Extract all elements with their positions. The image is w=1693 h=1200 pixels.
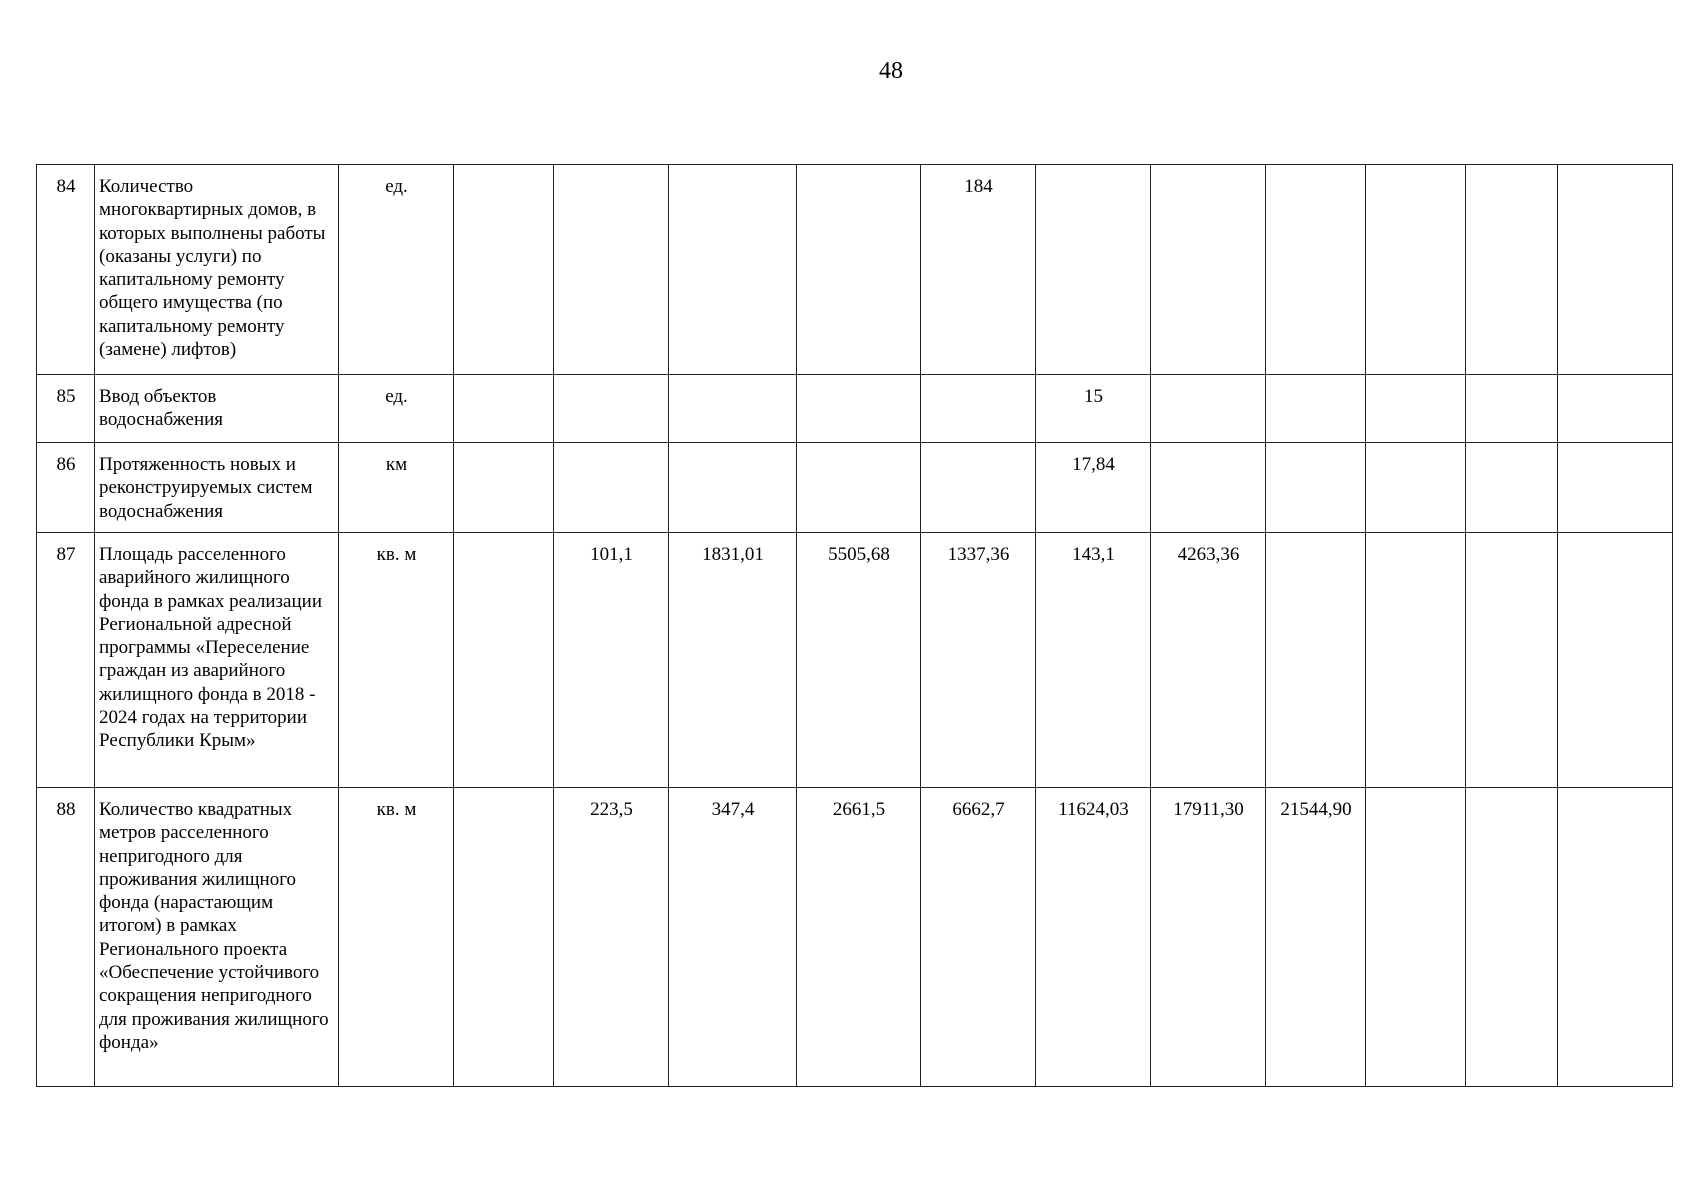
unit-cell: км — [339, 443, 454, 533]
value-cell — [1266, 375, 1366, 443]
unit-cell: ед. — [339, 375, 454, 443]
value-cell — [669, 443, 797, 533]
value-cell — [1266, 165, 1366, 375]
value-cell — [669, 165, 797, 375]
table-row — [37, 533, 1673, 788]
indicator-name: Количество многоквартирных домов, в которых выполнены работы (оказаны услуги) по капитальному ремонту общего имущества (по капитальному ремонту (замене) лифтов) — [95, 165, 339, 375]
value-cell — [1266, 533, 1366, 788]
value-cell: 1831,01 — [669, 533, 797, 788]
value-cell: 101,1 — [554, 533, 669, 788]
value-cell — [1366, 533, 1466, 788]
value-cell — [797, 165, 921, 375]
unit-cell: кв. м — [339, 788, 454, 1087]
value-cell — [454, 443, 554, 533]
indicator-name: Площадь расселенного аварийного жилищного фонда в рамках реализации Региональной адресной программы «Переселение граждан из аварийного жилищного фонда в 2018 - 2024 годах на территории Республики Крым» — [95, 533, 339, 788]
value-cell — [1558, 533, 1673, 788]
value-cell — [797, 443, 921, 533]
value-cell — [1558, 165, 1673, 375]
table-row — [37, 375, 1673, 443]
row-number: 84 — [37, 165, 95, 375]
value-cell — [921, 443, 1036, 533]
value-cell: 4263,36 — [1151, 533, 1266, 788]
row-number: 87 — [37, 533, 95, 788]
value-cell — [554, 443, 669, 533]
value-cell — [1466, 165, 1558, 375]
value-cell — [454, 533, 554, 788]
value-cell — [1366, 788, 1466, 1087]
value-cell: 17,84 — [1036, 443, 1151, 533]
value-cell: 15 — [1036, 375, 1151, 443]
value-cell — [1366, 443, 1466, 533]
indicators-table — [36, 164, 1673, 1087]
value-cell — [454, 375, 554, 443]
indicator-name: Количество квадратных метров расселенного непригодного для проживания жилищного фонда (нарастающим итогом) в рамках Регионального проекта «Обеспечение устойчивого сокращения непригодного для проживания жилищного фонда» — [95, 788, 339, 1087]
value-cell — [554, 165, 669, 375]
page-number: 48 — [879, 58, 903, 84]
table-row — [37, 788, 1673, 1087]
value-cell — [1266, 443, 1366, 533]
unit-cell: ед. — [339, 165, 454, 375]
value-cell: 184 — [921, 165, 1036, 375]
indicator-name: Протяженность новых и реконструируемых систем водоснабжения — [95, 443, 339, 533]
value-cell: 347,4 — [669, 788, 797, 1087]
value-cell — [1151, 443, 1266, 533]
value-cell — [1151, 165, 1266, 375]
indicator-name: Ввод объектов водоснабжения — [95, 375, 339, 443]
value-cell — [1151, 375, 1266, 443]
value-cell: 5505,68 — [797, 533, 921, 788]
value-cell: 17911,30 — [1151, 788, 1266, 1087]
value-cell — [1558, 443, 1673, 533]
value-cell — [921, 375, 1036, 443]
value-cell — [1558, 788, 1673, 1087]
row-number: 86 — [37, 443, 95, 533]
value-cell — [1466, 533, 1558, 788]
value-cell — [1366, 165, 1466, 375]
value-cell — [454, 165, 554, 375]
value-cell — [1466, 375, 1558, 443]
row-number: 85 — [37, 375, 95, 443]
value-cell — [1558, 375, 1673, 443]
value-cell — [1466, 788, 1558, 1087]
value-cell — [797, 375, 921, 443]
unit-cell: кв. м — [339, 533, 454, 788]
value-cell: 143,1 — [1036, 533, 1151, 788]
value-cell: 6662,7 — [921, 788, 1036, 1087]
value-cell: 1337,36 — [921, 533, 1036, 788]
value-cell — [454, 788, 554, 1087]
value-cell — [1366, 375, 1466, 443]
value-cell — [1466, 443, 1558, 533]
value-cell: 223,5 — [554, 788, 669, 1087]
row-number: 88 — [37, 788, 95, 1087]
value-cell — [1036, 165, 1151, 375]
value-cell: 11624,03 — [1036, 788, 1151, 1087]
table-row — [37, 443, 1673, 533]
value-cell: 21544,90 — [1266, 788, 1366, 1087]
value-cell — [554, 375, 669, 443]
table-row — [37, 165, 1673, 375]
value-cell — [669, 375, 797, 443]
value-cell: 2661,5 — [797, 788, 921, 1087]
